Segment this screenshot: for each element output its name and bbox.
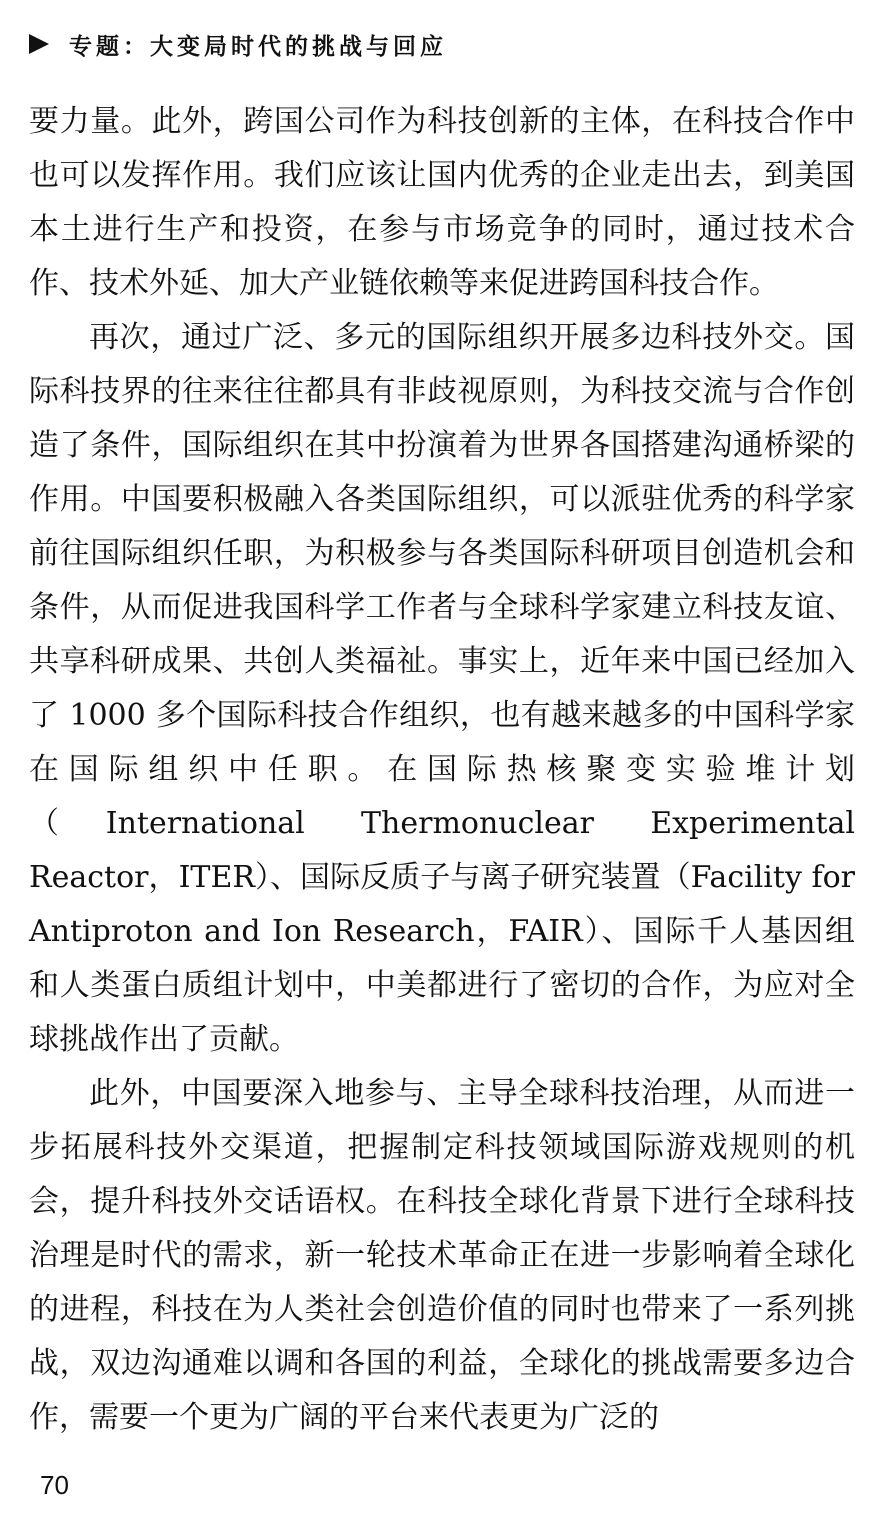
page-number: 70 <box>40 1470 69 1500</box>
paragraph-continued: 要力量。此外，跨国公司作为科技创新的主体，在科技合作中也可以发挥作用。我们应该让国内优秀的企业走出去，到美国本土进行生产和投资，在参与市场竞争的同时，通过技术合作、技术外延、加大产业链依赖等来促进跨国科技合作。 <box>29 104 855 301</box>
body-text <box>29 95 855 1445</box>
section-title: 专题：大变局时代的挑战与回应 <box>69 33 447 60</box>
paragraph: 此外，中国要深入地参与、主导全球科技治理，从而进一步拓展科技外交渠道，把握制定科技领域国际游戏规则的机会，提升科技外交话语权。在科技全球化背景下进行全球科技治理是时代的需求，新一轮技术革命正在进一步影响着全球化的进程，科技在为人类社会创造价值的同时也带来了一系列挑战，双边沟通难以调和各国的利益，全球化的挑战需要多边合作，需要一个更为广阔的平台来代表更为广泛的 <box>29 1076 855 1435</box>
running-header <box>29 26 447 62</box>
paragraph: 再次，通过广泛、多元的国际组织开展多边科技外交。国际科技界的往来往往都具有非歧视原则，为科技交流与合作创造了条件，国际组织在其中扮演着为世界各国搭建沟通桥梁的作用。中国要积极融入各类国际组织，可以派驻优秀的科学家前往国际组织任职，为积极参与各类国际科研项目创造机会和条件，从而促进我国科学工作者与全球科学家建立科技友谊、共享科研成果、共创人类福祉。事实上，近年来中国已经加入了 1000 多个国际科技合作组织，也有越来越多的中国科学家在国际组织中任职。在国际热核聚变实验堆计划（International Thermonuclear Experimental Reactor，ITER）、国际反质子与离子研究装置（Facility for Antiproton and Ion Research，FAIR）、国际千人基因组和人类蛋白质组计划中，中美都进行了密切的合作，为应对全球挑战作出了贡献。 <box>29 320 855 1057</box>
triangle-bullet-icon <box>29 34 49 54</box>
